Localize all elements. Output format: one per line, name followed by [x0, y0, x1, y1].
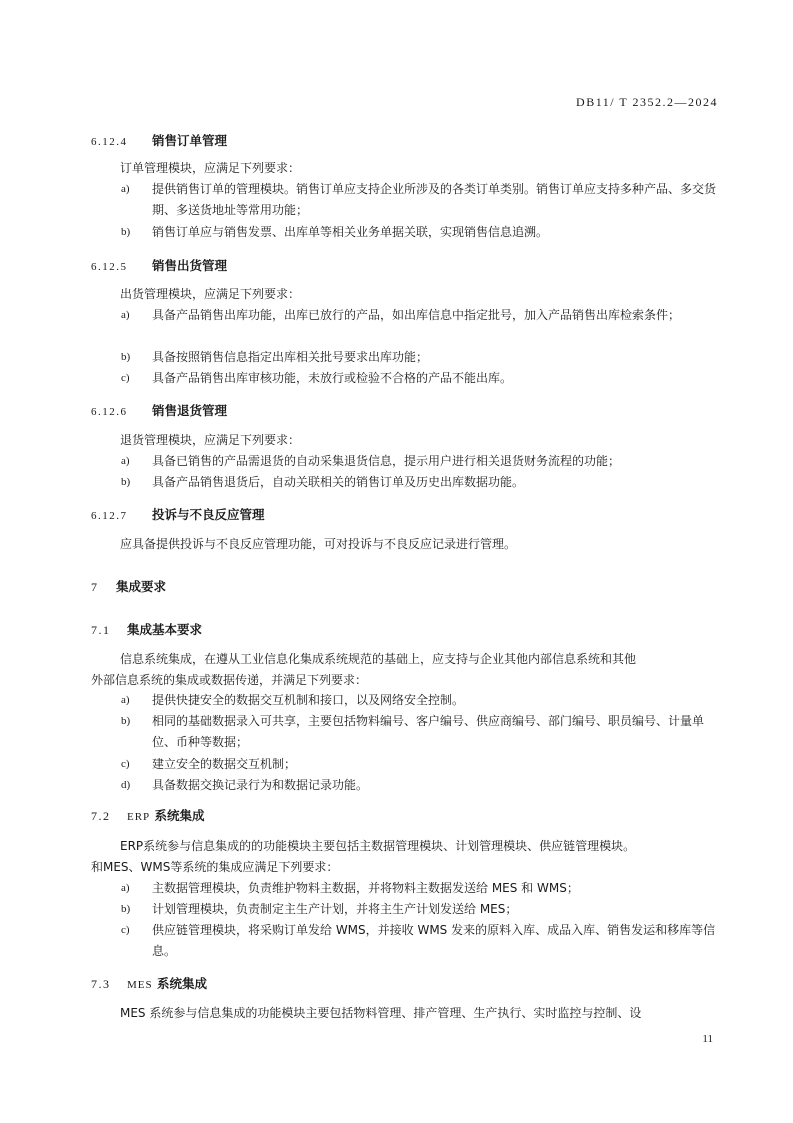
section-number: 6.12.6	[91, 406, 128, 418]
list-label: a)	[121, 694, 130, 706]
list-label: b)	[121, 351, 131, 363]
list-item	[121, 222, 721, 243]
section-title: 集成基本要求	[127, 622, 203, 637]
list-label: a)	[121, 309, 130, 321]
list-item	[121, 690, 721, 711]
list-item	[121, 451, 721, 472]
section-title: 销售订单管理	[152, 133, 228, 148]
list-label: b)	[121, 226, 131, 238]
section-intro: 应具备提供投诉与不良反应管理功能，可对投诉与不良反应记录进行管理。	[120, 537, 517, 551]
chapter-title: 集成要求	[116, 579, 167, 594]
list-label: c)	[121, 372, 130, 384]
section-intro-line: 和MES、WMS等系统的集成应满足下列要求：	[91, 860, 339, 874]
page-number: 11	[702, 1033, 713, 1045]
list-text: 主数据管理模块，负责维护物料主数据，并将物料主数据发送给 MES 和 WMS；	[152, 881, 579, 895]
list-text: 供应链管理模块，将采购订单发给 WMS，并接收 WMS 发来的原料入库、成品入库、销售发运和移库等信息。	[152, 923, 716, 958]
section-intro-line: 信息系统集成，在遵从工业信息化集成系统规范的基础上，应支持与企业其他内部信息系统和其他	[120, 652, 637, 666]
section-intro: 出货管理模块，应满足下列要求：	[120, 287, 301, 301]
section-title-prefix: ERP	[127, 811, 151, 823]
chapter-number: 7	[91, 580, 99, 594]
list-label: d)	[121, 779, 131, 791]
list-text: 提供销售订单的管理模块。销售订单应支持企业所涉及的各类订单类别。销售订单应支持多种产品、多交货期、多送货地址等常用功能；	[152, 182, 717, 217]
list-text: 具备数据交换记录行为和数据记录功能。	[152, 778, 369, 792]
list-text: 销售订单应与销售发票、出库单等相关业务单据关联，实现销售信息追溯。	[152, 225, 549, 239]
list-text: 具备产品销售出库审核功能，未放行或检验不合格的产品不能出库。	[152, 371, 513, 385]
section-intro-line: 外部信息系统的集成或数据传递，并满足下列要求：	[91, 673, 368, 687]
section-intro-line: ERP系统参与信息集成的的功能模块主要包括主数据管理模块、计划管理模块、供应链管理模块。	[120, 839, 636, 853]
section-title-prefix: MES	[127, 979, 153, 991]
list-label: c)	[121, 924, 130, 936]
list-label: b)	[121, 903, 131, 915]
section-title: 系统集成	[154, 808, 205, 823]
section-heading-6-12-7	[91, 505, 265, 523]
list-text: 建立安全的数据交互机制；	[152, 757, 297, 771]
section-number: 7.2	[91, 809, 111, 823]
section-heading-7-1	[91, 620, 202, 638]
section-title: 系统集成	[156, 976, 207, 991]
list-text: 提供快捷安全的数据交互机制和接口，以及网络安全控制。	[152, 693, 465, 707]
list-item	[121, 368, 721, 389]
list-text: 具备产品销售退货后，自动关联相关的销售订单及历史出库数据功能。	[152, 475, 525, 489]
list-label: a)	[121, 882, 130, 894]
list-label: a)	[121, 455, 130, 467]
section-heading-7-3	[91, 974, 207, 992]
section-number: 6.12.7	[91, 510, 128, 522]
section-number: 6.12.5	[91, 261, 128, 273]
list-text: 具备按照销售信息指定出库相关批号要求出库功能；	[152, 350, 429, 364]
section-number: 7.1	[91, 623, 111, 637]
list-item	[121, 347, 721, 368]
section-intro: 订单管理模块，应满足下列要求：	[120, 161, 301, 175]
document-code: DB11/ T 2352.2—2024	[576, 95, 718, 109]
list-text: 具备产品销售出库功能，出库已放行的产品，如出库信息中指定批号，加入产品销售出库检索条件；	[152, 308, 681, 322]
section-heading-6-12-5	[91, 256, 227, 274]
section-heading-6-12-4	[91, 131, 227, 149]
list-label: c)	[121, 758, 130, 770]
list-item	[121, 775, 721, 796]
list-item	[121, 920, 721, 962]
list-label: a)	[121, 183, 130, 195]
list-text: 相同的基础数据录入可共享，主要包括物料编号、客户编号、供应商编号、部门编号、职员编号、计量单位、币种等数据；	[152, 714, 705, 749]
section-heading-6-12-6	[91, 401, 227, 419]
list-item	[121, 472, 721, 493]
list-text: 具备已销售的产品需退货的自动采集退货信息，提示用户进行相关退货财务流程的功能；	[152, 454, 621, 468]
list-item	[121, 899, 721, 920]
section-heading-7-2	[91, 806, 205, 824]
section-title: 销售退货管理	[152, 403, 228, 418]
list-text: 计划管理模块，负责制定主生产计划，并将主生产计划发送给 MES；	[152, 902, 518, 916]
section-intro: 退货管理模块，应满足下列要求：	[120, 433, 301, 447]
list-item	[121, 305, 721, 326]
list-item	[121, 878, 721, 899]
section-title: 投诉与不良反应管理	[152, 507, 265, 522]
section-number: 6.12.4	[91, 136, 128, 148]
section-number: 7.3	[91, 977, 111, 991]
list-item	[121, 179, 721, 221]
list-label: b)	[121, 715, 131, 727]
chapter-heading-7	[91, 577, 166, 595]
list-item	[121, 754, 721, 775]
list-item	[121, 711, 721, 753]
section-intro-line: MES 系统参与信息集成的功能模块主要包括物料管理、排产管理、生产执行、实时监控与控制、设	[120, 1006, 642, 1020]
section-title: 销售出货管理	[152, 258, 228, 273]
list-label: b)	[121, 476, 131, 488]
